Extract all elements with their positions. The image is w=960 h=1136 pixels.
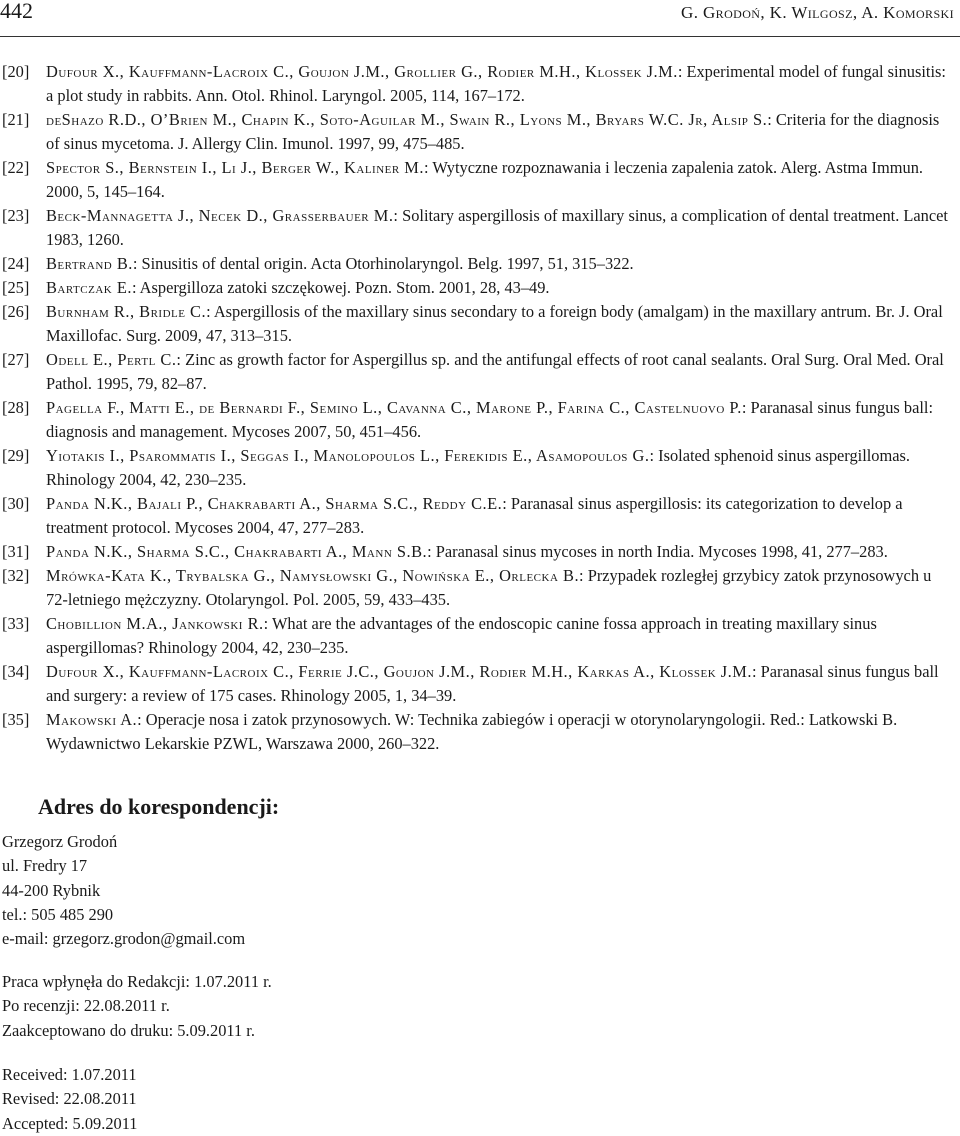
reference-number: [31] bbox=[2, 542, 30, 561]
reference-number: [34] bbox=[2, 662, 30, 681]
reference-item bbox=[0, 660, 955, 708]
reference-item bbox=[0, 396, 955, 444]
postal-city: 44-200 Rybnik bbox=[2, 880, 101, 900]
reference-citation: : Operacje nosa i zatok przynosowych. W: Technika zabiegów i operacji w otorynolaryngologii. Red.: Latkowski B. Wydawnictwo Lekarskie PZWL, Warszawa 2000, 260–322. bbox=[46, 710, 898, 753]
reference-number: [21] bbox=[2, 110, 30, 129]
reference-number: [30] bbox=[2, 494, 30, 513]
reference-authors: Bartczak E. bbox=[46, 278, 132, 297]
reference-number: [22] bbox=[2, 158, 30, 177]
reference-item bbox=[0, 108, 955, 156]
reference-citation: : Paranasal sinus aspergillosis: its categorization to develop a treatment protocol. Mycoses 2004, 47, 277–283. bbox=[46, 494, 903, 537]
reference-authors: Panda N.K., Bajali P., Chakrabarti A., Sharma S.C., Reddy C.E. bbox=[46, 494, 503, 513]
reference-number: [28] bbox=[2, 398, 30, 417]
page-number: 442 bbox=[0, 0, 33, 23]
reference-number: [23] bbox=[2, 206, 30, 225]
reference-number: [26] bbox=[2, 302, 30, 321]
reference-item bbox=[0, 564, 955, 612]
reference-citation: : Sinusitis of dental origin. Acta Otorhinolaryngol. Belg. 1997, 51, 315–322. bbox=[132, 254, 634, 273]
reference-item bbox=[0, 540, 955, 564]
reference-number: [33] bbox=[2, 614, 30, 633]
reference-authors: Panda N.K., Sharma S.C., Chakrabarti A., Mann S.B. bbox=[46, 542, 428, 561]
reference-number: [20] bbox=[2, 62, 30, 81]
reference-item bbox=[0, 708, 955, 756]
reference-citation: : Aspergillosis of the maxillary sinus secondary to a foreign body (amalgam) in the maxillary antrum. Br. J. Oral Maxillofac. Surg. 2009, 47, 313–315. bbox=[46, 302, 943, 345]
reference-authors: Pagella F., Matti E., de Bernardi F., Semino L., Cavanna C., Marone P., Farina C., Castelnuovo P. bbox=[46, 398, 742, 417]
date-accepted-en: Accepted: 5.09.2011 bbox=[2, 1113, 138, 1133]
reference-item bbox=[0, 60, 955, 108]
reference-citation: : Experimental model of fungal sinusitis: a plot study in rabbits. Ann. Otol. Rhinol. Laryngol. 2005, 114, 167–172. bbox=[46, 62, 946, 105]
dates-polish bbox=[2, 970, 272, 1043]
street-address: ul. Fredry 17 bbox=[2, 856, 88, 876]
dates-english bbox=[2, 1063, 138, 1136]
reference-citation: : What are the advantages of the endoscopic canine fossa approach in treating maxillary sinus aspergillomas? Rhinology 2004, 42, 230–235. bbox=[46, 614, 877, 657]
reference-item bbox=[0, 204, 955, 252]
reference-number: [25] bbox=[2, 278, 30, 297]
date-revised-en: Revised: 22.08.2011 bbox=[2, 1089, 137, 1109]
header-rule bbox=[0, 36, 960, 37]
author-name: Grzegorz Grodoń bbox=[2, 832, 118, 851]
reference-item bbox=[0, 276, 955, 300]
reference-item bbox=[0, 156, 955, 204]
running-head: G. Grodoń, K. Wilgosz, A. Komorski bbox=[681, 3, 954, 22]
reference-citation: : Aspergilloza zatoki szczękowej. Pozn. Stom. 2001, 28, 43–49. bbox=[131, 278, 550, 297]
reference-authors: Yiotakis I., Psarommatis I., Seggas I., Manolopoulos L., Ferekidis E., Asamopoulos G. bbox=[46, 446, 650, 465]
reference-item bbox=[0, 348, 955, 396]
reference-authors: Beck-Mannagetta J., Necek D., Grasserbauer M. bbox=[46, 206, 394, 225]
date-received-pl: Praca wpłynęła do Redakcji: 1.07.2011 r. bbox=[2, 972, 272, 991]
phone-number: tel.: 505 485 290 bbox=[2, 904, 114, 924]
reference-citation: : Wytyczne rozpoznawania i leczenia zapalenia zatok. Alerg. Astma Immun. 2000, 5, 145–164. bbox=[46, 158, 924, 201]
date-accepted-pl: Zaakceptowano do druku: 5.09.2011 r. bbox=[2, 1020, 255, 1040]
reference-number: [24] bbox=[2, 254, 30, 273]
reference-citation: : Paranasal sinus mycoses in north India. Mycoses 1998, 41, 277–283. bbox=[427, 542, 888, 561]
reference-citation: : Zinc as growth factor for Aspergillus sp. and the antifungal effects of root canal sealants. Oral Surg. Oral Med. Oral Pathol. 1995, 79, 82–87. bbox=[46, 350, 944, 393]
reference-authors: Burnham R., Bridle C. bbox=[46, 302, 207, 321]
reference-authors: Mrówka-Kata K., Trybalska G., Namysłowski G., Nowińska E., Orlecka B. bbox=[46, 566, 580, 585]
reference-authors: deShazo R.D., O’Brien M., Chapin K., Soto-Aguilar M., Swain R., Lyons M., Bryars W.C. Jr, Alsip S. bbox=[46, 110, 768, 129]
reference-authors: Chobillion M.A., Jankowski R. bbox=[46, 614, 264, 633]
reference-authors: Odell E., Pertl C. bbox=[46, 350, 177, 369]
reference-item bbox=[0, 492, 955, 540]
correspondence-heading: Adres do korespondencji: bbox=[38, 794, 280, 819]
reference-citation: : Isolated sphenoid sinus aspergillomas. Rhinology 2004, 42, 230–235. bbox=[46, 446, 911, 489]
reference-citation: : Przypadek rozległej grzybicy zatok przynosowych u 72-letniego mężczyzny. Otolaryngol. Pol. 2005, 59, 433–435. bbox=[46, 566, 932, 609]
reference-authors: Dufour X., Kauffmann-Lacroix C., Goujon J.M., Grollier G., Rodier M.H., Klossek J.M. bbox=[46, 62, 678, 81]
reference-number: [32] bbox=[2, 566, 30, 585]
page-header bbox=[0, 0, 960, 26]
reference-item bbox=[0, 300, 955, 348]
date-reviewed-pl: Po recenzji: 22.08.2011 r. bbox=[2, 996, 170, 1016]
reference-citation: : Paranasal sinus fungus ball and surgery: a review of 175 cases. Rhinology 2005, 1, 34–39. bbox=[46, 662, 939, 705]
reference-number: [29] bbox=[2, 446, 30, 465]
reference-item bbox=[0, 444, 955, 492]
reference-list bbox=[0, 60, 955, 756]
reference-citation: : Criteria for the diagnosis of sinus mycetoma. J. Allergy Clin. Imunol. 1997, 99, 475–485. bbox=[46, 110, 940, 153]
reference-citation: : Solitary aspergillosis of maxillary sinus, a complication of dental treatment. Lancet 1983, 1260. bbox=[46, 206, 948, 249]
reference-citation: : Paranasal sinus fungus ball: diagnosis and management. Mycoses 2007, 50, 451–456. bbox=[46, 398, 934, 441]
reference-number: [27] bbox=[2, 350, 30, 369]
reference-authors: Makowski A. bbox=[46, 710, 138, 729]
reference-item bbox=[0, 612, 955, 660]
date-received-en: Received: 1.07.2011 bbox=[2, 1065, 137, 1084]
reference-authors: Dufour X., Kauffmann-Lacroix C., Ferrie J.C., Goujon J.M., Rodier M.H., Karkas A., Klossek J.M. bbox=[46, 662, 752, 681]
reference-item bbox=[0, 252, 955, 276]
reference-authors: Bertrand B. bbox=[46, 254, 133, 273]
reference-number: [35] bbox=[2, 710, 30, 729]
email-address: e-mail: grzegorz.grodon@gmail.com bbox=[2, 929, 246, 949]
reference-authors: Spector S., Bernstein I., Li J., Berger W., Kaliner M. bbox=[46, 158, 424, 177]
correspondence-address bbox=[2, 830, 245, 951]
